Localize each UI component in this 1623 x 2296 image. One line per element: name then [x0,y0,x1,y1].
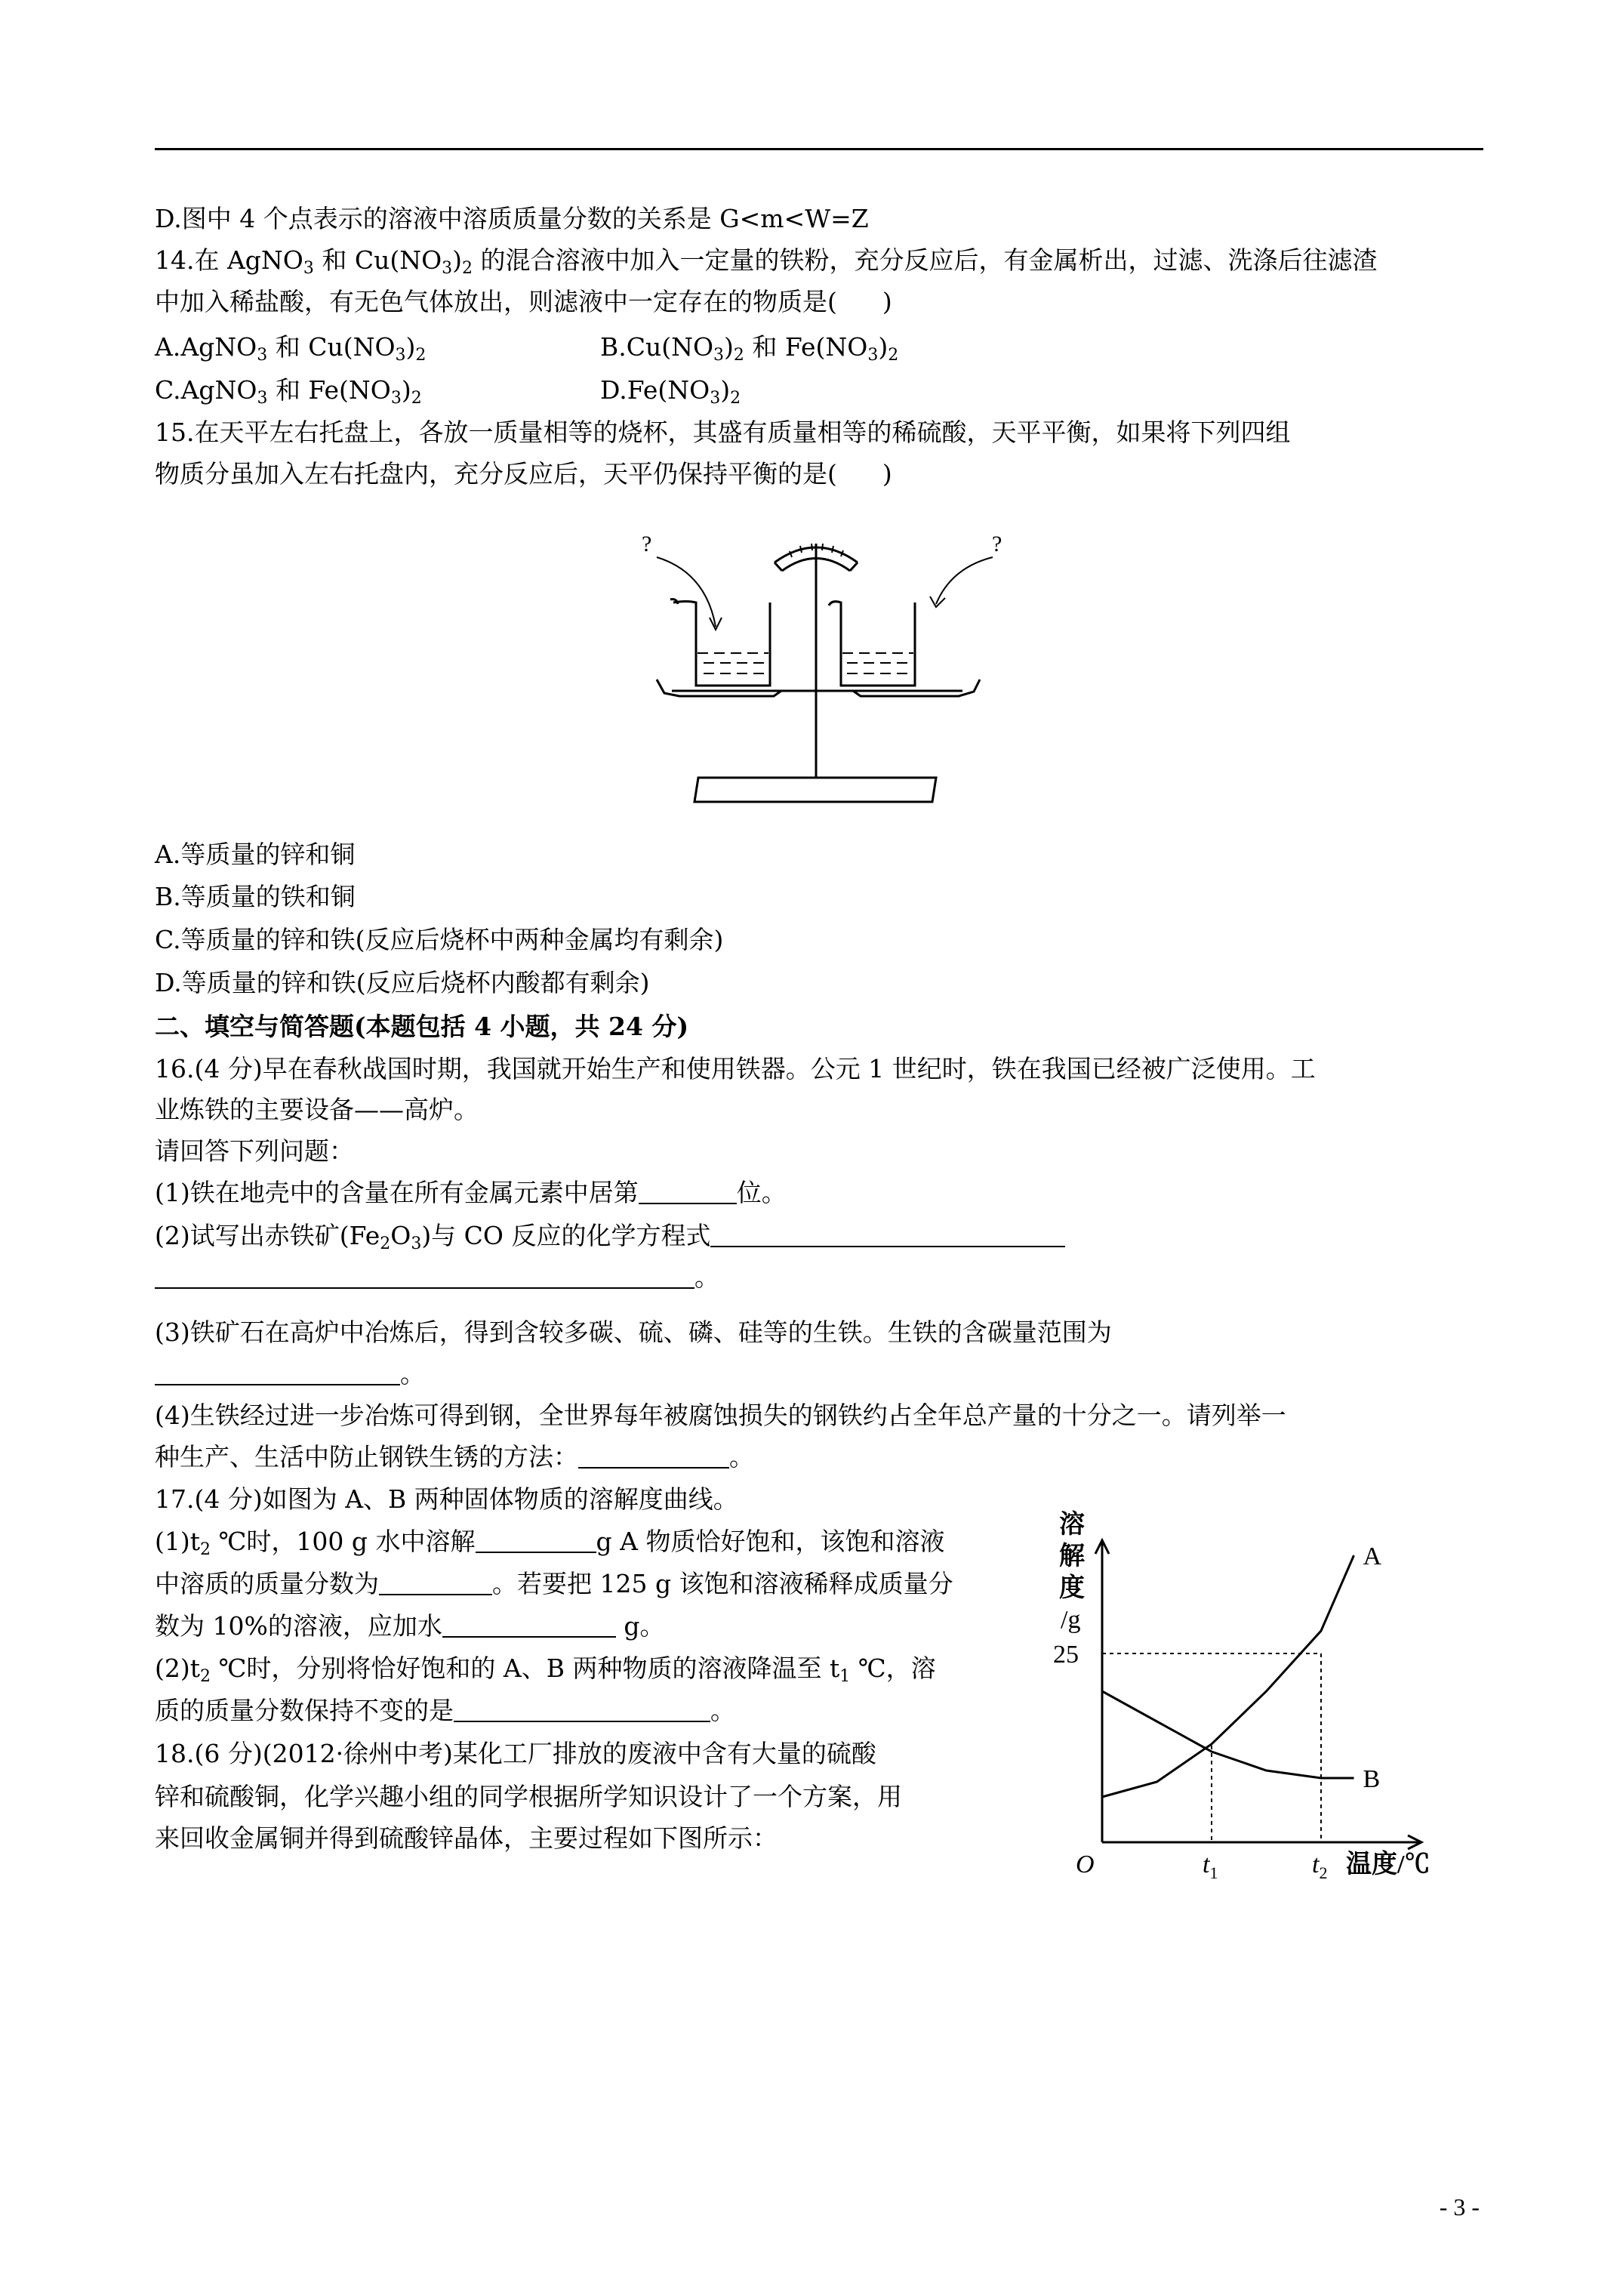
q16-blank-1[interactable] [639,1180,737,1204]
q16-blank-2a[interactable] [710,1223,1065,1247]
x-tick-t1: $t_1$ [1203,1851,1218,1882]
q17-part2-line2: 质的质量分数保持不变的是 。 [155,1696,735,1725]
curve-B [1102,1691,1354,1778]
q17-part1-line3: 数为 10%的溶液，应加水 g。 [155,1611,665,1641]
series-label-B: B [1363,1765,1381,1793]
q17-blank-2[interactable] [379,1571,492,1595]
q16-blank-2b[interactable] [155,1265,694,1289]
q15-option-d: D.等质量的锌和铁(反应后烧杯内酸都有剩余) [155,968,650,997]
x-axis-label: 温度/℃ [1346,1851,1431,1878]
q16-part3: (3)铁矿石在高炉中冶炼后，得到含较多碳、硫、磷、硅等的生铁。生铁的含碳量范围为 [155,1318,1112,1347]
q16-part4-line1: (4)生铁经过进一步冶炼可得到钢，全世界每年被腐蚀损失的钢铁约占全年总产量的十分之一。请列举一 [155,1401,1286,1430]
x-tick-t2: $t_2$ [1312,1851,1328,1882]
q14-option-b: $B.Cu(NO_3)_2$ 和 $Fe(NO_3)_2$ [600,332,899,365]
q17-blank-1[interactable] [476,1529,596,1553]
q15-stem-line2: 物质分虽加入左右托盘内，充分反应后，天平仍保持平衡的是( ) [155,459,892,488]
q16-stem-line2: 业炼铁的主要设备——高炉。 [155,1095,479,1124]
origin-label: O [1076,1851,1095,1878]
q14-stem-line2: 中加入稀盐酸，有无色气体放出，则滤液中一定存在的物质是( ) [155,287,892,316]
q14-option-c: C.AgNO$_3$ 和 $Fe(NO_3)_2$ [155,375,422,408]
y-axis-label-2: 解 [1059,1542,1085,1570]
curve-A [1102,1555,1354,1797]
y-axis-label-3: 度 [1059,1574,1085,1602]
q17-part1-line1: $(1)t_2$ ℃时，100 g 水中溶解 g A 物质恰好饱和，该饱和溶液 [155,1527,945,1559]
q17-part1-line2: 中溶质的质量分数为 。若要把 125 g 该饱和溶液稀释成质量分 [155,1569,953,1598]
y-axis-label-1: 溶 [1059,1511,1085,1539]
balance-figure [634,521,1027,815]
q15-option-b: B.等质量的铁和铜 [155,882,356,911]
q16-part1: (1)铁在地壳中的含量在所有金属元素中居第 位。 [155,1178,787,1207]
q17-part2-line1: $(2)t_2$ ℃时，分别将恰好饱和的 A、B 两种物质的溶液降温至 $t_1$ ℃，溶 [155,1653,936,1686]
q18-line1: 18.(6 分)(2012·徐州中考)某化工厂排放的废液中含有大量的硫酸 [155,1739,876,1768]
right-arrow [936,557,993,604]
q16-part2: (2)试写出赤铁矿$(Fe_2O_3)$与 CO 反应的化学方程式 [155,1221,1065,1251]
q17-stem: 17.(4 分)如图为 A、B 两种固体物质的溶解度曲线。 [155,1484,738,1514]
balance-base [694,778,936,802]
q16-stem-line1: 16.(4 分)早在春秋战国时期，我国就开始生产和使用铁器。公元 1 世纪时，铁在我国已经被广泛使用。工 [155,1054,1316,1083]
q17-blank-4[interactable] [454,1698,710,1722]
q13-option-d: D.图中 4 个点表示的溶液中溶质质量分数的关系是 G<m<W=Z [155,204,869,233]
left-question-mark: ? [642,532,652,556]
q16-blank-4[interactable] [578,1444,729,1469]
q17-blank-3[interactable] [442,1613,616,1638]
q14-option-a: A.AgNO$_3$ 和 $Cu(NO_3)_2$ [155,332,427,365]
header-rule [155,148,1483,150]
section2-heading: 二、填空与简答题(本题包括 4 小题，共 24 分) [155,1012,689,1041]
q15-option-a: A.等质量的锌和铜 [155,840,356,869]
left-arrow [657,557,716,627]
q18-line3: 来回收金属铜并得到硫酸锌晶体，主要过程如下图所示： [155,1823,778,1853]
q14-option-d: $D.Fe(NO_3)_2$ [600,375,741,408]
q16-part4-line2: 种生产、生活中防止钢铁生锈的方法： 。 [155,1442,754,1472]
page-number: - 3 - [1439,2193,1480,2220]
q14-stem: 14.在 AgNO$_3$ 和 $Cu(NO_3)_2$ 的混合溶液中加入一定量的铁粉，充分反应后，有金属析出，过滤、洗涤后往滤渣 [155,245,1378,278]
q15-stem-line1: 15.在天平左右托盘上，各放一质量相等的烧杯，其盛有质量相等的稀硫酸，天平平衡，如果将下列四组 [155,418,1291,447]
q16-prompt: 请回答下列问题： [155,1136,354,1166]
solubility-chart [1046,1495,1483,1891]
y-tick-25: 25 [1053,1641,1079,1669]
series-label-A: A [1363,1542,1382,1570]
q18-line2: 锌和硫酸铜，化学兴趣小组的同学根据所学知识设计了一个方案，用 [155,1782,902,1811]
q16-part2-line2: 。 [155,1262,719,1293]
q16-blank-3[interactable] [155,1361,400,1385]
q15-option-c: C.等质量的锌和铁(反应后烧杯中两种金属均有剩余) [155,925,724,954]
y-axis-label-unit: /g [1061,1606,1081,1634]
q16-part3-line2: 。 [155,1359,425,1389]
right-question-mark: ? [992,532,1002,556]
